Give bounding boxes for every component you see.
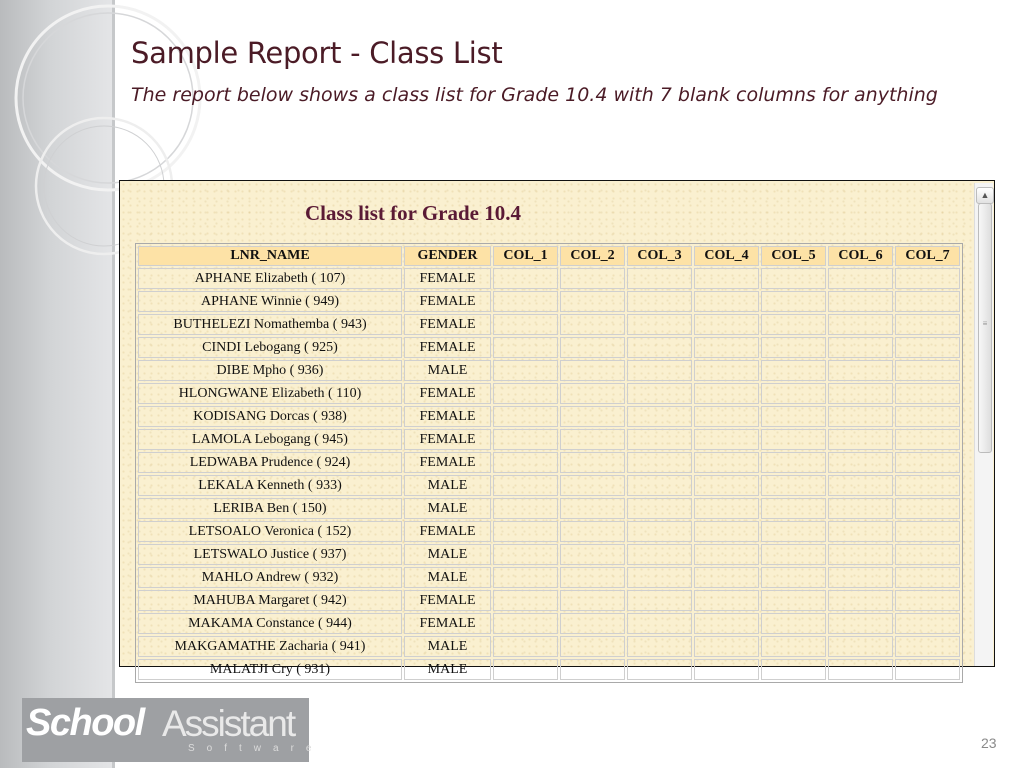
scrollbar-thumb[interactable] xyxy=(978,203,992,453)
blank-cell xyxy=(828,590,893,611)
table-row xyxy=(138,475,960,496)
blank-cell xyxy=(493,268,558,289)
gender-cell: MALE xyxy=(404,360,491,381)
student-name-cell: MAKGAMATHE Zacharia ( 941) xyxy=(138,636,402,657)
blank-cell xyxy=(694,498,759,519)
table-row xyxy=(138,429,960,450)
blank-cell xyxy=(895,291,960,312)
blank-cell xyxy=(895,429,960,450)
blank-cell xyxy=(627,406,692,427)
blank-cell xyxy=(493,590,558,611)
blank-cell xyxy=(828,268,893,289)
column-header-col-1: COL_1 xyxy=(493,246,558,266)
scroll-grip-icon: ≡ xyxy=(982,319,988,328)
blank-cell xyxy=(895,567,960,588)
blank-cell xyxy=(694,590,759,611)
table-row xyxy=(138,498,960,519)
gender-cell: FEMALE xyxy=(404,383,491,404)
table-row xyxy=(138,659,960,680)
table-row xyxy=(138,406,960,427)
blank-cell xyxy=(828,452,893,473)
column-header-col-4: COL_4 xyxy=(694,246,759,266)
student-name-cell: LETSWALO Justice ( 937) xyxy=(138,544,402,565)
blank-cell xyxy=(828,429,893,450)
student-name-cell: BUTHELEZI Nomathemba ( 943) xyxy=(138,314,402,335)
blank-cell xyxy=(560,337,625,358)
student-name-cell: LEKALA Kenneth ( 933) xyxy=(138,475,402,496)
blank-cell xyxy=(828,544,893,565)
blank-cell xyxy=(493,383,558,404)
report-title: Class list for Grade 10.4 xyxy=(304,201,522,225)
blank-cell xyxy=(493,498,558,519)
blank-cell xyxy=(761,383,826,404)
gender-cell: FEMALE xyxy=(404,406,491,427)
student-name-cell: KODISANG Dorcas ( 938) xyxy=(138,406,402,427)
blank-cell xyxy=(761,337,826,358)
gender-cell: FEMALE xyxy=(404,337,491,358)
blank-cell xyxy=(828,613,893,634)
gender-cell: FEMALE xyxy=(404,429,491,450)
column-header-col-3: COL_3 xyxy=(627,246,692,266)
student-name-cell: HLONGWANE Elizabeth ( 110) xyxy=(138,383,402,404)
column-header-gender: GENDER xyxy=(404,246,491,266)
blank-cell xyxy=(493,429,558,450)
blank-cell xyxy=(895,498,960,519)
column-header-col-2: COL_2 xyxy=(560,246,625,266)
blank-cell xyxy=(895,406,960,427)
column-header-lnr-name: LNR_NAME xyxy=(138,246,402,266)
blank-cell xyxy=(560,406,625,427)
blank-cell xyxy=(560,590,625,611)
table-header-row xyxy=(138,246,960,266)
blank-cell xyxy=(560,659,625,680)
blank-cell xyxy=(627,498,692,519)
blank-cell xyxy=(560,567,625,588)
table-row xyxy=(138,314,960,335)
blank-cell xyxy=(895,360,960,381)
class-list-table xyxy=(135,243,963,683)
blank-cell xyxy=(493,659,558,680)
student-name-cell: CINDI Lebogang ( 925) xyxy=(138,337,402,358)
table-row xyxy=(138,613,960,634)
gender-cell: MALE xyxy=(404,567,491,588)
blank-cell xyxy=(627,314,692,335)
blank-cell xyxy=(761,567,826,588)
blank-cell xyxy=(761,659,826,680)
report-viewer xyxy=(119,180,995,677)
blank-cell xyxy=(560,498,625,519)
blank-cell xyxy=(627,475,692,496)
gender-cell: MALE xyxy=(404,544,491,565)
blank-cell xyxy=(493,452,558,473)
gender-cell: FEMALE xyxy=(404,590,491,611)
logo-software-text: Software xyxy=(188,743,324,754)
blank-cell xyxy=(895,636,960,657)
student-name-cell: APHANE Elizabeth ( 107) xyxy=(138,268,402,289)
blank-cell xyxy=(895,590,960,611)
blank-cell xyxy=(560,429,625,450)
blank-cell xyxy=(560,268,625,289)
blank-cell xyxy=(895,475,960,496)
student-name-cell: LEDWABA Prudence ( 924) xyxy=(138,452,402,473)
student-name-cell: MAHLO Andrew ( 932) xyxy=(138,567,402,588)
blank-cell xyxy=(694,567,759,588)
blank-cell xyxy=(627,544,692,565)
logo-school-text: School xyxy=(26,702,144,744)
blank-cell xyxy=(560,360,625,381)
blank-cell xyxy=(627,337,692,358)
blank-cell xyxy=(493,613,558,634)
blank-cell xyxy=(694,613,759,634)
table-row xyxy=(138,544,960,565)
table-row xyxy=(138,636,960,657)
student-name-cell: APHANE Winnie ( 949) xyxy=(138,291,402,312)
blank-cell xyxy=(694,429,759,450)
gender-cell: FEMALE xyxy=(404,452,491,473)
blank-cell xyxy=(761,406,826,427)
scroll-up-arrow-icon[interactable]: ▲ xyxy=(976,187,994,204)
blank-cell xyxy=(828,498,893,519)
blank-cell xyxy=(895,613,960,634)
gender-cell: MALE xyxy=(404,475,491,496)
gender-cell: FEMALE xyxy=(404,291,491,312)
blank-cell xyxy=(627,590,692,611)
table-row xyxy=(138,521,960,542)
blank-cell xyxy=(895,521,960,542)
blank-cell xyxy=(761,452,826,473)
blank-cell xyxy=(694,291,759,312)
blank-cell xyxy=(694,360,759,381)
blank-cell xyxy=(761,544,826,565)
blank-cell xyxy=(694,337,759,358)
slide-subtitle: The report below shows a class list for Grade 10.4 with 7 blank columns for anything xyxy=(131,84,938,106)
table-row xyxy=(138,337,960,358)
blank-cell xyxy=(694,406,759,427)
blank-cell xyxy=(895,337,960,358)
gender-cell: MALE xyxy=(404,659,491,680)
blank-cell xyxy=(694,521,759,542)
blank-cell xyxy=(694,544,759,565)
blank-cell xyxy=(761,268,826,289)
blank-cell xyxy=(627,268,692,289)
student-name-cell: LETSOALO Veronica ( 152) xyxy=(138,521,402,542)
table-row xyxy=(138,567,960,588)
blank-cell xyxy=(828,314,893,335)
blank-cell xyxy=(560,383,625,404)
student-name-cell: MAHUBA Margaret ( 942) xyxy=(138,590,402,611)
blank-cell xyxy=(493,291,558,312)
student-name-cell: LERIBA Ben ( 150) xyxy=(138,498,402,519)
blank-cell xyxy=(828,360,893,381)
blank-cell xyxy=(895,268,960,289)
blank-cell xyxy=(493,406,558,427)
blank-cell xyxy=(761,291,826,312)
table-row xyxy=(138,452,960,473)
blank-cell xyxy=(493,544,558,565)
blank-cell xyxy=(761,590,826,611)
blank-cell xyxy=(560,613,625,634)
slide-page-number: 23 xyxy=(981,735,997,751)
student-name-cell: DIBE Mpho ( 936) xyxy=(138,360,402,381)
blank-cell xyxy=(493,360,558,381)
blank-cell xyxy=(694,383,759,404)
blank-cell xyxy=(895,383,960,404)
blank-cell xyxy=(895,659,960,680)
blank-cell xyxy=(627,291,692,312)
blank-cell xyxy=(627,636,692,657)
blank-cell xyxy=(493,314,558,335)
blank-cell xyxy=(493,636,558,657)
blank-cell xyxy=(560,475,625,496)
blank-cell xyxy=(761,475,826,496)
blank-cell xyxy=(828,383,893,404)
blank-cell xyxy=(761,521,826,542)
slide-title: Sample Report - Class List xyxy=(131,36,503,70)
blank-cell xyxy=(694,659,759,680)
student-name-cell: MAKAMA Constance ( 944) xyxy=(138,613,402,634)
blank-cell xyxy=(560,291,625,312)
blank-cell xyxy=(493,337,558,358)
blank-cell xyxy=(828,475,893,496)
column-header-col-5: COL_5 xyxy=(761,246,826,266)
blank-cell xyxy=(828,521,893,542)
table-row xyxy=(138,268,960,289)
blank-cell xyxy=(761,498,826,519)
gender-cell: FEMALE xyxy=(404,521,491,542)
blank-cell xyxy=(627,567,692,588)
gender-cell: FEMALE xyxy=(404,268,491,289)
gender-cell: FEMALE xyxy=(404,314,491,335)
blank-cell xyxy=(627,452,692,473)
blank-cell xyxy=(627,360,692,381)
blank-cell xyxy=(694,268,759,289)
table-row xyxy=(138,590,960,611)
blank-cell xyxy=(761,613,826,634)
vertical-scrollbar[interactable] xyxy=(974,183,993,666)
student-name-cell: MALATJI Cry ( 931) xyxy=(138,659,402,680)
blank-cell xyxy=(627,659,692,680)
blank-cell xyxy=(560,521,625,542)
blank-cell xyxy=(560,452,625,473)
blank-cell xyxy=(895,314,960,335)
column-header-col-6: COL_6 xyxy=(828,246,893,266)
decorative-rings xyxy=(0,0,125,300)
student-name-cell: LAMOLA Lebogang ( 945) xyxy=(138,429,402,450)
blank-cell xyxy=(560,314,625,335)
blank-cell xyxy=(761,314,826,335)
table-row xyxy=(138,291,960,312)
blank-cell xyxy=(828,636,893,657)
blank-cell xyxy=(627,521,692,542)
blank-cell xyxy=(627,613,692,634)
blank-cell xyxy=(828,337,893,358)
blank-cell xyxy=(493,567,558,588)
blank-cell xyxy=(895,452,960,473)
gender-cell: MALE xyxy=(404,498,491,519)
blank-cell xyxy=(493,521,558,542)
gender-cell: MALE xyxy=(404,636,491,657)
blank-cell xyxy=(627,383,692,404)
school-assistant-logo xyxy=(22,698,324,762)
blank-cell xyxy=(627,429,692,450)
column-header-col-7: COL_7 xyxy=(895,246,960,266)
blank-cell xyxy=(828,291,893,312)
blank-cell xyxy=(761,429,826,450)
blank-cell xyxy=(694,636,759,657)
blank-cell xyxy=(761,636,826,657)
blank-cell xyxy=(694,452,759,473)
gender-cell: FEMALE xyxy=(404,613,491,634)
blank-cell xyxy=(694,314,759,335)
blank-cell xyxy=(761,360,826,381)
table-row xyxy=(138,383,960,404)
blank-cell xyxy=(828,659,893,680)
blank-cell xyxy=(828,406,893,427)
blank-cell xyxy=(560,544,625,565)
table-row xyxy=(138,360,960,381)
blank-cell xyxy=(828,567,893,588)
blank-cell xyxy=(560,636,625,657)
blank-cell xyxy=(895,544,960,565)
blank-cell xyxy=(493,475,558,496)
blank-cell xyxy=(694,475,759,496)
logo-assistant-text: Assistant xyxy=(162,703,295,744)
